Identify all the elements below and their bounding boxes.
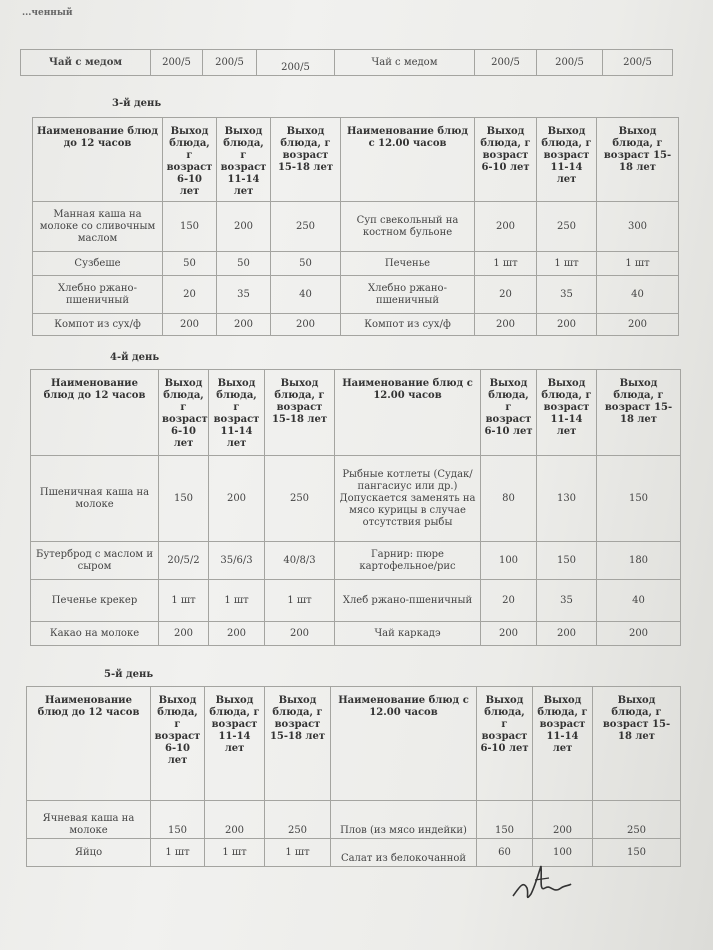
table-row: Яйцо 1 шт 1 шт 1 шт Салат из белокочанной 60 100 150 [27, 839, 681, 867]
table-row: Печенье крекер 1 шт 1 шт 1 шт Хлеб ржано-пшеничный 20 35 40 [31, 580, 681, 622]
table-row: Манная каша на молоке со сливочным маслом 150 200 250 Суп свекольный на костном бульоне 200 250 300 [33, 202, 679, 252]
table-row: Хлебно ржано-пшеничный 20 35 40 Хлебно ржано-пшеничный 20 35 40 [33, 276, 679, 314]
table-row: Бутерброд с маслом и сыром 20/5/2 35/6/3 40/8/3 Гарнир: пюре картофельное/рис 100 150 180 [31, 542, 681, 580]
signature [505, 858, 575, 908]
table-row: Чай с медом 200/5 200/5 200/5 Чай с медом 200/5 200/5 200/5 [21, 50, 673, 76]
day5-table [26, 686, 681, 867]
table-row: Какао на молоке 200 200 200 Чай каркадэ 200 200 200 [31, 622, 681, 646]
top-table [20, 49, 673, 76]
header-row: Наименование блюд до 12 часов Выход блюда, г возраст 6-10 лет Выход блюда, г возраст 11-14 лет Выход блюда, г возраст 15-18 лет Наименование блюд с 12.00 часов Выход блюда, г возраст 6-10 лет Выход блюда, г возраст 11-14 лет Выход блюда, г возраст 15-18 лет [33, 118, 679, 202]
header-row: Наименование блюд до 12 часов Выход блюда, г возраст 6-10 лет Выход блюда, г возраст 11-14 лет Выход блюда, г возраст 15-18 лет Наименование блюд с 12.00 часов Выход блюда, г возраст 6-10 лет Выход блюда, г возраст 11-14 лет Выход блюда, г возраст 15-18 лет [31, 370, 681, 456]
day-title: 5-й день [104, 669, 154, 680]
day-title: 3-й день [112, 98, 162, 109]
table-row: Сузбеше 50 50 50 Печенье 1 шт 1 шт 1 шт [33, 252, 679, 276]
header-row: Наименование блюд до 12 часов Выход блюда, г возраст 6-10 лет Выход блюда, г возраст 11-14 лет Выход блюда, г возраст 15-18 лет Наименование блюд с 12.00 часов Выход блюда, г возраст 6-10 лет Выход блюда, г возраст 11-14 лет Выход блюда, г возраст 15-18 лет [27, 687, 681, 801]
table-row: Пшеничная каша на молоке 150 200 250 Рыбные котлеты (Судак/пангасиус или др.) Допускается заменять на мясо курицы в случае отсутствия рыбы 80 130 150 [31, 456, 681, 542]
table-row: Ячневая каша на молоке 150 200 250 Плов (из мясо индейки) 150 200 250 [27, 801, 681, 839]
table-row: Компот из сух/ф 200 200 200 Компот из сух/ф 200 200 200 [33, 314, 679, 336]
day4-table [30, 369, 681, 646]
cut-off-text: ...ченный [22, 8, 73, 18]
day3-table [32, 117, 679, 336]
day-title: 4-й день [110, 352, 160, 363]
